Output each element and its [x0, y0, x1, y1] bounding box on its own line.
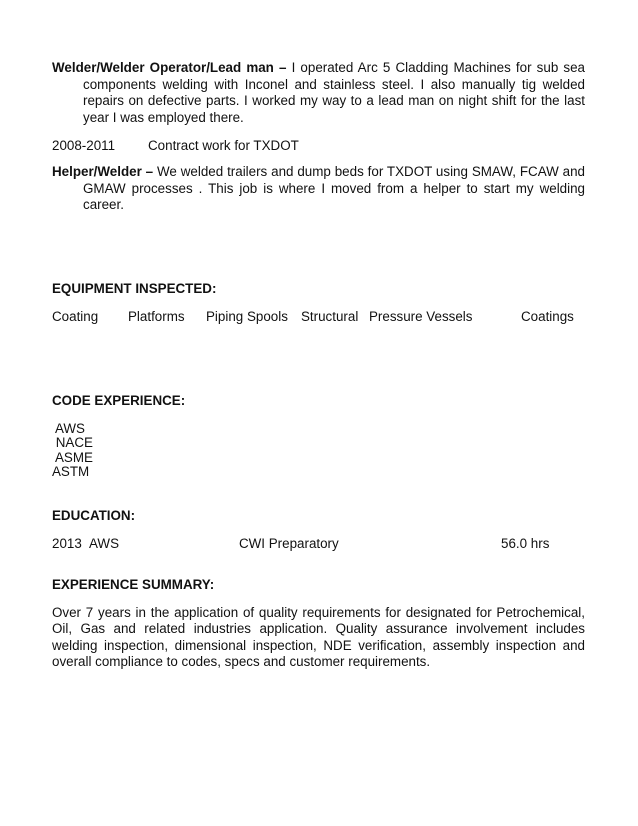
code-item: NACE — [52, 435, 93, 450]
education-heading: EDUCATION: — [52, 507, 136, 523]
job-title: Welder/Welder Operator/Lead man – — [52, 60, 287, 75]
job-entry-welder-operator — [52, 60, 585, 126]
job-description: We welded trailers and dump beds for TXDOT using SMAW, FCAW and GMAW processes . This job is where I moved from a helper to start my welding career. — [83, 164, 585, 212]
code-experience-heading: CODE EXPERIENCE: — [52, 392, 186, 408]
equipment-item: Coating — [52, 308, 99, 324]
equipment-item: Piping Spools — [206, 308, 288, 324]
job-entry-helper-welder — [52, 164, 585, 214]
code-item: AWS — [52, 420, 85, 436]
employment-period-row — [52, 138, 585, 154]
employer-name: Contract work for TXDOT — [148, 138, 299, 153]
equipment-item: Pressure Vessels — [369, 308, 473, 324]
resume-page — [52, 56, 585, 671]
code-item: ASME — [52, 449, 93, 465]
equipment-item: Coatings — [521, 308, 574, 324]
experience-summary-heading: EXPERIENCE SUMMARY: — [52, 576, 215, 592]
employment-period: 2008-2011 — [52, 138, 116, 153]
job-title: Helper/Welder – — [52, 164, 154, 179]
equipment-list — [52, 309, 585, 325]
education-year: 2013 — [52, 535, 82, 551]
equipment-item: Platforms — [128, 308, 185, 324]
equipment-item: Structural — [301, 308, 359, 324]
code-list — [52, 422, 585, 480]
education-course: CWI Preparatory — [239, 535, 339, 551]
education-hours: 56.0 hrs — [501, 535, 550, 551]
experience-summary-text: Over 7 years in the application of quality requirements for designated for Petrochemical, Oil, Gas and related industries application. Quality assurance involvement includes welding inspection, dimensional inspection, NDE verification, assembly inspection and overall compliance to codes, specs and customer requirements. — [52, 604, 585, 669]
code-item: ASTM — [52, 464, 90, 479]
education-row — [52, 536, 585, 552]
equipment-heading: EQUIPMENT INSPECTED: — [52, 280, 217, 296]
job-description: I operated Arc 5 Cladding Machines for sub sea components welding with Inconel and stainless steel. I also manually tig welded repairs on defective parts. I worked my way to a lead man on night shift for the last year I was employed there. — [83, 60, 585, 125]
education-org: AWS — [89, 535, 120, 551]
